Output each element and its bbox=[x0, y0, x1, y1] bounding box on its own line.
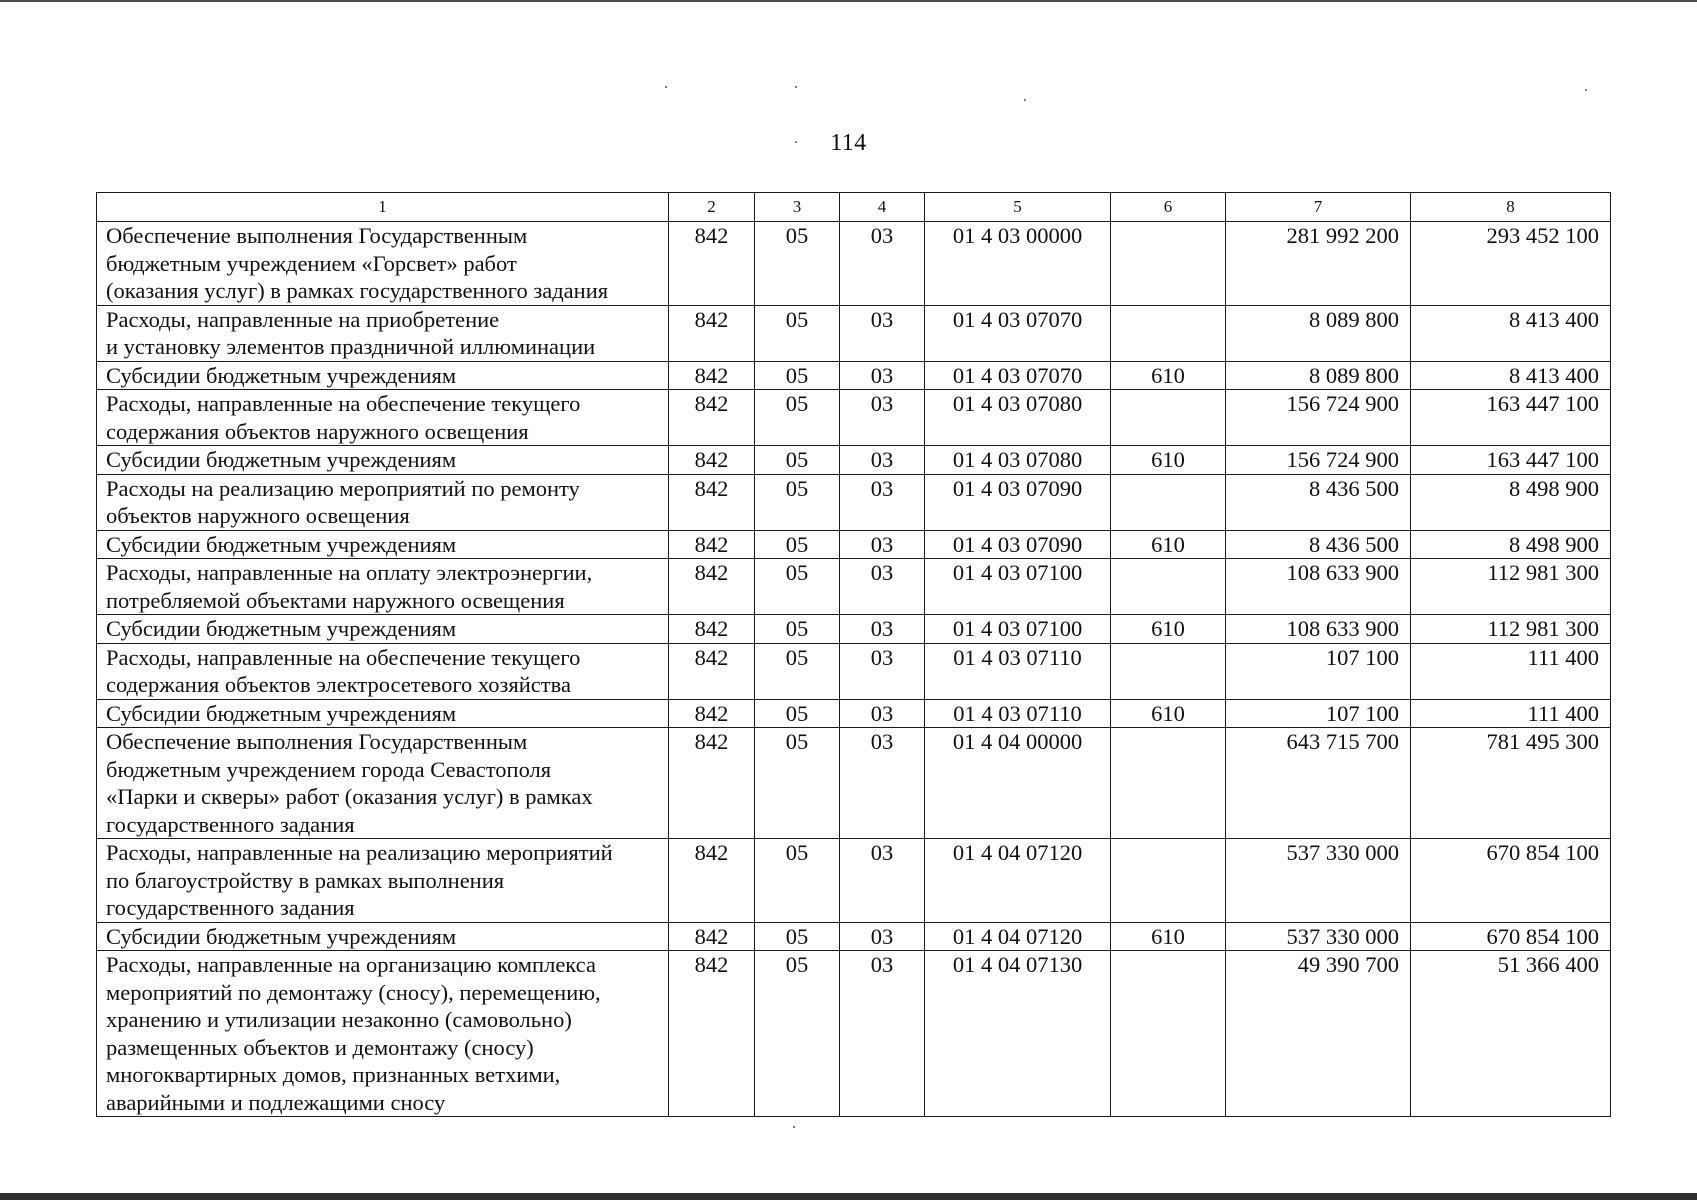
table-row bbox=[97, 951, 1611, 1117]
cell-amount-year-1: 8 436 500 bbox=[1226, 474, 1411, 530]
expense-name-line: Обеспечение выполнения Государственным bbox=[106, 729, 528, 754]
table-row bbox=[97, 305, 1611, 361]
expense-name-line: Расходы, направленные на реализацию мероприятий bbox=[106, 840, 613, 865]
cell-amount-year-1: 156 724 900 bbox=[1226, 390, 1411, 446]
cell-amount-year-2: 8 413 400 bbox=[1411, 305, 1611, 361]
cell-amount-year-1: 8 089 800 bbox=[1226, 305, 1411, 361]
cell-section: 05 bbox=[755, 361, 840, 390]
cell-target-article: 01 4 03 07090 bbox=[925, 530, 1111, 559]
cell-amount-year-1: 107 100 bbox=[1226, 699, 1411, 728]
expense-name-line: бюджетным учреждением города Севастополя bbox=[106, 756, 552, 782]
cell-grbs: 842 bbox=[669, 474, 755, 530]
cell-amount-year-2: 8 498 900 bbox=[1411, 530, 1611, 559]
cell-section: 05 bbox=[755, 699, 840, 728]
table-row bbox=[97, 390, 1611, 446]
cell-expense-type: 610 bbox=[1111, 446, 1226, 475]
cell-expense-type: 610 bbox=[1111, 615, 1226, 644]
expense-name-line: Субсидии бюджетным учреждениям bbox=[106, 531, 457, 557]
expense-name-line: Расходы, направленные на оплату электроэнергии, bbox=[106, 560, 593, 585]
expense-name-line: содержания объектов наружного освещения bbox=[106, 418, 529, 444]
cell-amount-year-2: 293 452 100 bbox=[1411, 222, 1611, 306]
header-cell-3: 3 bbox=[755, 193, 840, 222]
cell-expense-name bbox=[97, 361, 669, 390]
cell-amount-year-1: 8 436 500 bbox=[1226, 530, 1411, 559]
cell-amount-year-2: 670 854 100 bbox=[1411, 922, 1611, 951]
cell-subsection: 03 bbox=[840, 615, 925, 644]
cell-subsection: 03 bbox=[840, 922, 925, 951]
cell-subsection: 03 bbox=[840, 951, 925, 1117]
cell-section: 05 bbox=[755, 305, 840, 361]
cell-subsection: 03 bbox=[840, 474, 925, 530]
expense-name-line: многоквартирных домов, признанных ветхими, bbox=[106, 1062, 561, 1087]
cell-subsection: 03 bbox=[840, 728, 925, 839]
cell-target-article: 01 4 03 07110 bbox=[925, 643, 1111, 699]
cell-section: 05 bbox=[755, 951, 840, 1117]
expense-name-line: мероприятий по демонтажу (сносу), перемещению, bbox=[106, 979, 601, 1005]
cell-grbs: 842 bbox=[669, 305, 755, 361]
cell-grbs: 842 bbox=[669, 222, 755, 306]
cell-expense-type bbox=[1111, 222, 1226, 306]
cell-expense-type bbox=[1111, 839, 1226, 923]
cell-amount-year-2: 111 400 bbox=[1411, 699, 1611, 728]
table-row bbox=[97, 922, 1611, 951]
cell-grbs: 842 bbox=[669, 446, 755, 475]
cell-subsection: 03 bbox=[840, 390, 925, 446]
scan-speck bbox=[1585, 89, 1587, 91]
cell-amount-year-1: 8 089 800 bbox=[1226, 361, 1411, 390]
cell-expense-name bbox=[97, 615, 669, 644]
table-row bbox=[97, 361, 1611, 390]
cell-expense-type: 610 bbox=[1111, 530, 1226, 559]
cell-section: 05 bbox=[755, 839, 840, 923]
cell-grbs: 842 bbox=[669, 559, 755, 615]
expense-name-line: бюджетным учреждением «Горсвет» работ bbox=[106, 250, 517, 276]
header-cell-2: 2 bbox=[669, 193, 755, 222]
cell-amount-year-2: 670 854 100 bbox=[1411, 839, 1611, 923]
cell-target-article: 01 4 03 07100 bbox=[925, 615, 1111, 644]
cell-expense-name bbox=[97, 222, 669, 306]
cell-expense-name bbox=[97, 951, 669, 1117]
expense-name-line: Расходы, направленные на обеспечение текущего bbox=[106, 391, 581, 416]
cell-subsection: 03 bbox=[840, 361, 925, 390]
header-cell-1: 1 bbox=[97, 193, 669, 222]
expense-name-line: Субсидии бюджетным учреждениям bbox=[106, 447, 457, 472]
table-row bbox=[97, 530, 1611, 559]
cell-target-article: 01 4 03 07100 bbox=[925, 559, 1111, 615]
cell-amount-year-2: 111 400 bbox=[1411, 643, 1611, 699]
expense-name-line: государственного задания bbox=[106, 895, 355, 920]
table-row bbox=[97, 615, 1611, 644]
cell-target-article: 01 4 04 00000 bbox=[925, 728, 1111, 839]
expense-name-line: хранению и утилизации незаконно (самовольно) bbox=[106, 1007, 572, 1032]
cell-section: 05 bbox=[755, 559, 840, 615]
cell-expense-type bbox=[1111, 305, 1226, 361]
cell-expense-name bbox=[97, 728, 669, 839]
expense-name-line: государственного задания bbox=[106, 811, 355, 837]
cell-amount-year-1: 107 100 bbox=[1226, 643, 1411, 699]
cell-grbs: 842 bbox=[669, 728, 755, 839]
table-row bbox=[97, 474, 1611, 530]
scan-bottom-edge bbox=[0, 1193, 1697, 1200]
cell-grbs: 842 bbox=[669, 643, 755, 699]
cell-target-article: 01 4 04 07120 bbox=[925, 839, 1111, 923]
cell-amount-year-2: 8 498 900 bbox=[1411, 474, 1611, 530]
budget-table bbox=[96, 192, 1611, 1117]
cell-section: 05 bbox=[755, 728, 840, 839]
cell-expense-type: 610 bbox=[1111, 922, 1226, 951]
cell-target-article: 01 4 03 07110 bbox=[925, 699, 1111, 728]
cell-target-article: 01 4 04 07120 bbox=[925, 922, 1111, 951]
expense-name-line: объектов наружного освещения bbox=[106, 503, 410, 528]
cell-expense-name bbox=[97, 699, 669, 728]
cell-expense-name bbox=[97, 305, 669, 361]
cell-expense-type bbox=[1111, 559, 1226, 615]
cell-expense-name bbox=[97, 643, 669, 699]
cell-expense-type bbox=[1111, 474, 1226, 530]
cell-section: 05 bbox=[755, 615, 840, 644]
cell-expense-type bbox=[1111, 390, 1226, 446]
cell-subsection: 03 bbox=[840, 305, 925, 361]
cell-target-article: 01 4 04 07130 bbox=[925, 951, 1111, 1117]
cell-amount-year-2: 781 495 300 bbox=[1411, 728, 1611, 839]
cell-expense-name bbox=[97, 922, 669, 951]
cell-section: 05 bbox=[755, 643, 840, 699]
cell-section: 05 bbox=[755, 446, 840, 475]
table-row bbox=[97, 839, 1611, 923]
cell-amount-year-1: 537 330 000 bbox=[1226, 839, 1411, 923]
cell-target-article: 01 4 03 07070 bbox=[925, 305, 1111, 361]
table-row bbox=[97, 222, 1611, 306]
cell-section: 05 bbox=[755, 922, 840, 951]
header-cell-4: 4 bbox=[840, 193, 925, 222]
table-row bbox=[97, 643, 1611, 699]
expense-name-line: потребляемой объектами наружного освещения bbox=[106, 587, 565, 613]
cell-expense-type bbox=[1111, 728, 1226, 839]
scan-speck bbox=[793, 1126, 795, 1128]
cell-subsection: 03 bbox=[840, 559, 925, 615]
cell-expense-name bbox=[97, 446, 669, 475]
cell-amount-year-1: 108 633 900 bbox=[1226, 559, 1411, 615]
cell-grbs: 842 bbox=[669, 839, 755, 923]
cell-grbs: 842 bbox=[669, 361, 755, 390]
cell-subsection: 03 bbox=[840, 839, 925, 923]
cell-expense-type bbox=[1111, 951, 1226, 1117]
scan-speck bbox=[665, 86, 667, 88]
cell-target-article: 01 4 03 07090 bbox=[925, 474, 1111, 530]
cell-amount-year-1: 108 633 900 bbox=[1226, 615, 1411, 644]
header-cell-6: 6 bbox=[1111, 193, 1226, 222]
cell-amount-year-2: 112 981 300 bbox=[1411, 615, 1611, 644]
cell-amount-year-2: 163 447 100 bbox=[1411, 446, 1611, 475]
cell-grbs: 842 bbox=[669, 699, 755, 728]
expense-name-line: и установку элементов праздничной иллюминации bbox=[106, 334, 596, 359]
cell-amount-year-1: 537 330 000 bbox=[1226, 922, 1411, 951]
expense-name-line: (оказания услуг) в рамках государственного задания bbox=[106, 278, 609, 303]
cell-target-article: 01 4 03 07080 bbox=[925, 446, 1111, 475]
cell-amount-year-1: 156 724 900 bbox=[1226, 446, 1411, 475]
cell-expense-name bbox=[97, 839, 669, 923]
expense-name-line: «Парки и скверы» работ (оказания услуг) в рамках bbox=[106, 784, 593, 809]
cell-subsection: 03 bbox=[840, 530, 925, 559]
cell-section: 05 bbox=[755, 474, 840, 530]
header-cell-5: 5 bbox=[925, 193, 1111, 222]
expense-name-line: Субсидии бюджетным учреждениям bbox=[106, 362, 457, 388]
cell-subsection: 03 bbox=[840, 446, 925, 475]
scan-speck bbox=[795, 86, 797, 88]
cell-amount-year-1: 49 390 700 bbox=[1226, 951, 1411, 1117]
expense-name-line: аварийными и подлежащими сносу bbox=[106, 1089, 446, 1115]
expense-name-line: размещенных объектов и демонтажу (сносу) bbox=[106, 1034, 534, 1060]
cell-subsection: 03 bbox=[840, 643, 925, 699]
table-row bbox=[97, 559, 1611, 615]
cell-grbs: 842 bbox=[669, 615, 755, 644]
expense-name-line: Субсидии бюджетным учреждениям bbox=[106, 700, 457, 726]
table-row bbox=[97, 728, 1611, 839]
expense-name-line: Субсидии бюджетным учреждениям bbox=[106, 923, 457, 949]
cell-grbs: 842 bbox=[669, 390, 755, 446]
table-body bbox=[97, 193, 1611, 1117]
cell-amount-year-2: 163 447 100 bbox=[1411, 390, 1611, 446]
cell-grbs: 842 bbox=[669, 922, 755, 951]
cell-expense-type: 610 bbox=[1111, 361, 1226, 390]
cell-section: 05 bbox=[755, 390, 840, 446]
cell-amount-year-2: 112 981 300 bbox=[1411, 559, 1611, 615]
cell-amount-year-1: 643 715 700 bbox=[1226, 728, 1411, 839]
expense-name-line: Расходы, направленные на приобретение bbox=[106, 306, 500, 332]
scan-speck bbox=[1024, 99, 1026, 101]
cell-expense-name bbox=[97, 530, 669, 559]
cell-expense-name bbox=[97, 474, 669, 530]
cell-subsection: 03 bbox=[840, 222, 925, 306]
expense-name-line: содержания объектов электросетевого хозяйства bbox=[106, 672, 571, 697]
cell-subsection: 03 bbox=[840, 699, 925, 728]
cell-amount-year-2: 51 366 400 bbox=[1411, 951, 1611, 1117]
expense-name-line: Субсидии бюджетным учреждениям bbox=[106, 616, 457, 641]
expense-name-line: Расходы, направленные на обеспечение текущего bbox=[106, 644, 581, 670]
expense-name-line: Расходы, направленные на организацию комплекса bbox=[106, 952, 596, 977]
cell-section: 05 bbox=[755, 222, 840, 306]
page-number: 114 bbox=[830, 130, 867, 156]
expense-name-line: Обеспечение выполнения Государственным bbox=[106, 223, 528, 248]
cell-target-article: 01 4 03 07070 bbox=[925, 361, 1111, 390]
expense-name-line: Расходы на реализацию мероприятий по ремонту bbox=[106, 475, 580, 501]
cell-target-article: 01 4 03 00000 bbox=[925, 222, 1111, 306]
table-row bbox=[97, 699, 1611, 728]
scan-top-edge bbox=[0, 0, 1697, 2]
table-row bbox=[97, 446, 1611, 475]
expense-name-line: по благоустройству в рамках выполнения bbox=[106, 867, 505, 893]
header-cell-7: 7 bbox=[1226, 193, 1411, 222]
cell-expense-name bbox=[97, 390, 669, 446]
cell-expense-name bbox=[97, 559, 669, 615]
header-row bbox=[97, 193, 1611, 222]
header-cell-8: 8 bbox=[1411, 193, 1611, 222]
cell-amount-year-1: 281 992 200 bbox=[1226, 222, 1411, 306]
cell-expense-type: 610 bbox=[1111, 699, 1226, 728]
cell-target-article: 01 4 03 07080 bbox=[925, 390, 1111, 446]
cell-amount-year-2: 8 413 400 bbox=[1411, 361, 1611, 390]
cell-grbs: 842 bbox=[669, 951, 755, 1117]
cell-grbs: 842 bbox=[669, 530, 755, 559]
cell-section: 05 bbox=[755, 530, 840, 559]
cell-expense-type bbox=[1111, 643, 1226, 699]
